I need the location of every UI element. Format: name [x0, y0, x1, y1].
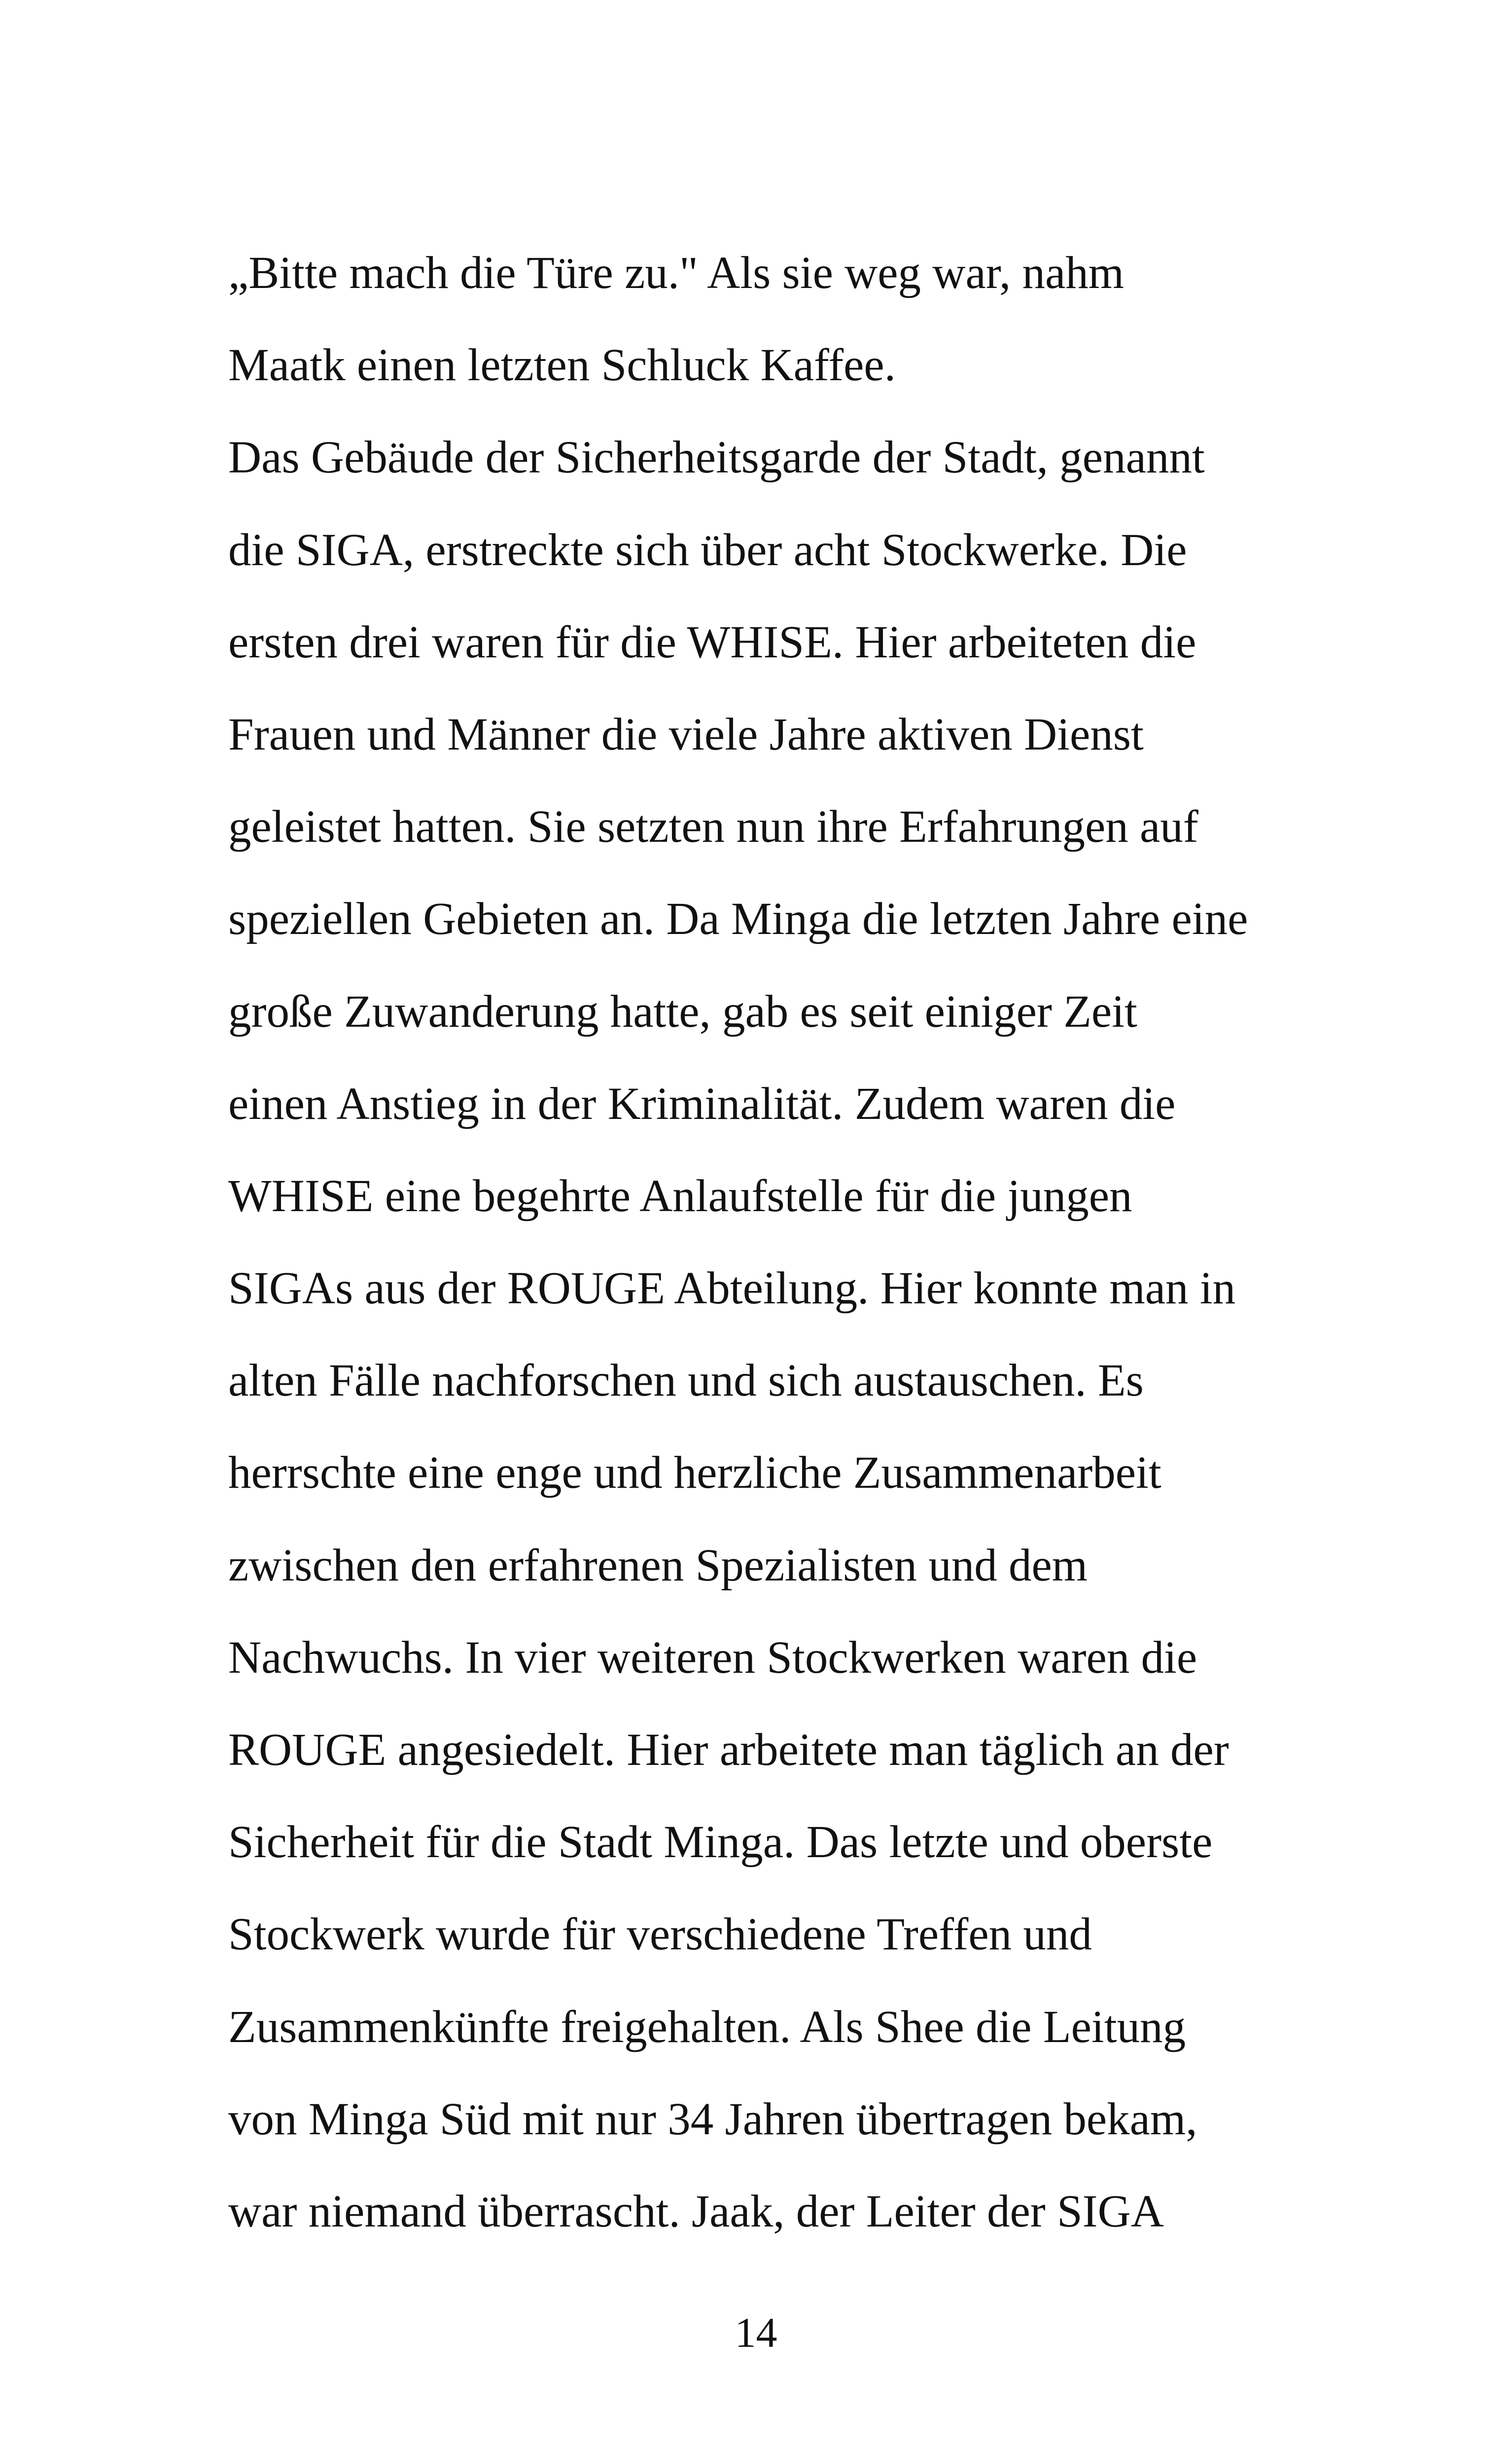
- page-number: 14: [735, 2309, 777, 2356]
- text-line: war niemand überrascht. Jaak, der Leiter der SIGA: [228, 2186, 1164, 2237]
- text-line: geleistet hatten. Sie setzten nun ihre Erfahrungen auf: [228, 801, 1198, 853]
- text-line: zwischen den erfahrenen Spezialisten und dem: [228, 1540, 1088, 1591]
- text-line: WHISE eine begehrte Anlaufstelle für die jungen: [228, 1170, 1132, 1221]
- text-line: alten Fälle nachforschen und sich austauschen. Es: [228, 1355, 1144, 1406]
- text-line: die SIGA, erstreckte sich über acht Stockwerke. Die: [228, 524, 1187, 575]
- text-line: „Bitte mach die Türe zu." Als sie weg war, nahm: [228, 248, 1125, 298]
- text-line: Sicherheit für die Stadt Minga. Das letzte und oberste: [228, 1817, 1213, 1868]
- text-line: SIGAs aus der ROUGE Abteilung. Hier konnte man in: [228, 1263, 1236, 1314]
- text-line: speziellen Gebieten an. Da Minga die letzten Jahre eine: [228, 894, 1248, 945]
- text-line: ersten drei waren für die WHISE. Hier arbeiteten die: [228, 616, 1196, 668]
- text-line: einen Anstieg in der Kriminalität. Zudem waren die: [228, 1078, 1176, 1129]
- text-line: Frauen und Männer die viele Jahre aktiven Dienst: [228, 709, 1144, 760]
- text-line: Stockwerk wurde für verschiedene Treffen und: [228, 1909, 1092, 1960]
- text-line: Maatk einen letzten Schluck Kaffee.: [228, 340, 896, 391]
- text-line: Das Gebäude der Sicherheitsgarde der Stadt, genannt: [228, 432, 1205, 483]
- text-line: Nachwuchs. In vier weiteren Stockwerken waren die: [228, 1632, 1197, 1683]
- text-line: von Minga Süd mit nur 34 Jahren übertragen bekam,: [228, 2093, 1197, 2145]
- text-line: herrschte eine enge und herzliche Zusammenarbeit: [228, 1447, 1161, 1499]
- text-line: große Zuwanderung hatte, gab es seit einiger Zeit: [228, 986, 1137, 1037]
- body-text: [228, 227, 1392, 2258]
- text-line: ROUGE angesiedelt. Hier arbeitete man täglich an der: [228, 1724, 1229, 1775]
- text-line: Zusammenkünfte freigehalten. Als Shee die Leitung: [228, 2001, 1186, 2052]
